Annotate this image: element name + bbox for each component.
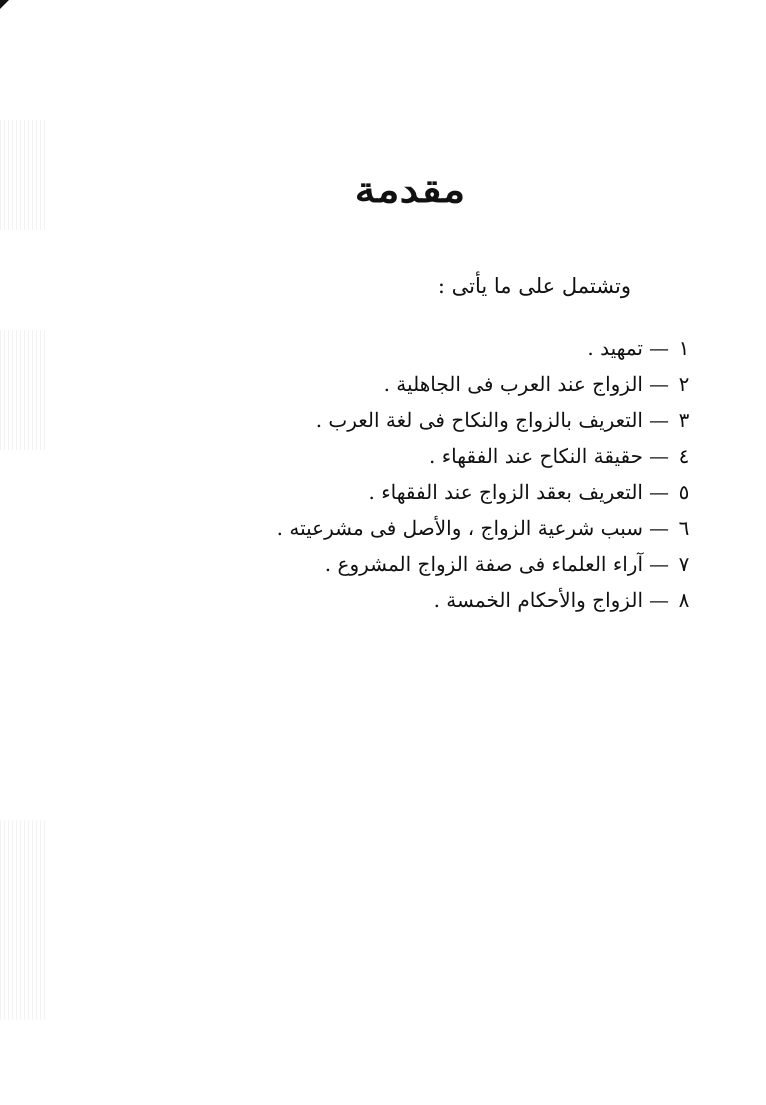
- toc-item-dash: —: [649, 552, 669, 576]
- toc-item-text: التعريف بعقد الزواج عند الفقهاء .: [368, 480, 643, 504]
- toc-item-text: تمهيد .: [587, 336, 643, 360]
- toc-item-text: التعريف بالزواج والنكاح فى لغة العرب .: [315, 408, 643, 432]
- toc-item-number: ١: [678, 336, 690, 360]
- toc-item: [277, 546, 693, 582]
- toc-item-dash: —: [649, 336, 669, 360]
- toc-item-number: ٨: [678, 588, 690, 612]
- toc-item: [277, 510, 693, 546]
- toc-item-number: ٢: [678, 372, 690, 396]
- scan-noise-middle: [0, 330, 45, 450]
- toc-item: [277, 366, 693, 402]
- toc-item: [277, 402, 693, 438]
- scan-noise-bottom: [0, 820, 45, 1020]
- toc-item-dash: —: [649, 480, 669, 504]
- scan-noise-top: [0, 120, 45, 230]
- toc-item-number: ٦: [678, 516, 690, 540]
- toc-item-number: ٤: [678, 444, 690, 468]
- toc-item: [277, 438, 693, 474]
- toc-item-number: ٣: [678, 408, 690, 432]
- toc-item-text: الزواج عند العرب فى الجاهلية .: [383, 372, 643, 396]
- toc-item-text: سبب شرعية الزواج ، والأصل فى مشرعيته .: [276, 516, 643, 540]
- toc-item-text: آراء العلماء فى صفة الزواج المشروع .: [324, 552, 643, 576]
- toc-item: [277, 474, 693, 510]
- toc-item: [277, 330, 693, 366]
- intro-text: وتشتمل على ما يأتى :: [437, 274, 631, 298]
- page-title: مقدمة: [354, 168, 466, 211]
- toc-item-dash: —: [649, 444, 669, 468]
- toc-item-dash: —: [649, 516, 669, 540]
- toc-item-text: حقيقة النكاح عند الفقهاء .: [429, 444, 643, 468]
- toc-item-number: ٥: [678, 480, 690, 504]
- toc-item-text: الزواج والأحكام الخمسة .: [433, 588, 643, 612]
- toc-item-number: ٧: [678, 552, 690, 576]
- toc-item-dash: —: [649, 408, 669, 432]
- toc-list: [277, 330, 693, 618]
- toc-item-dash: —: [649, 372, 669, 396]
- scan-corner-mark: [0, 0, 9, 9]
- toc-item: [277, 582, 693, 618]
- toc-item-dash: —: [649, 588, 669, 612]
